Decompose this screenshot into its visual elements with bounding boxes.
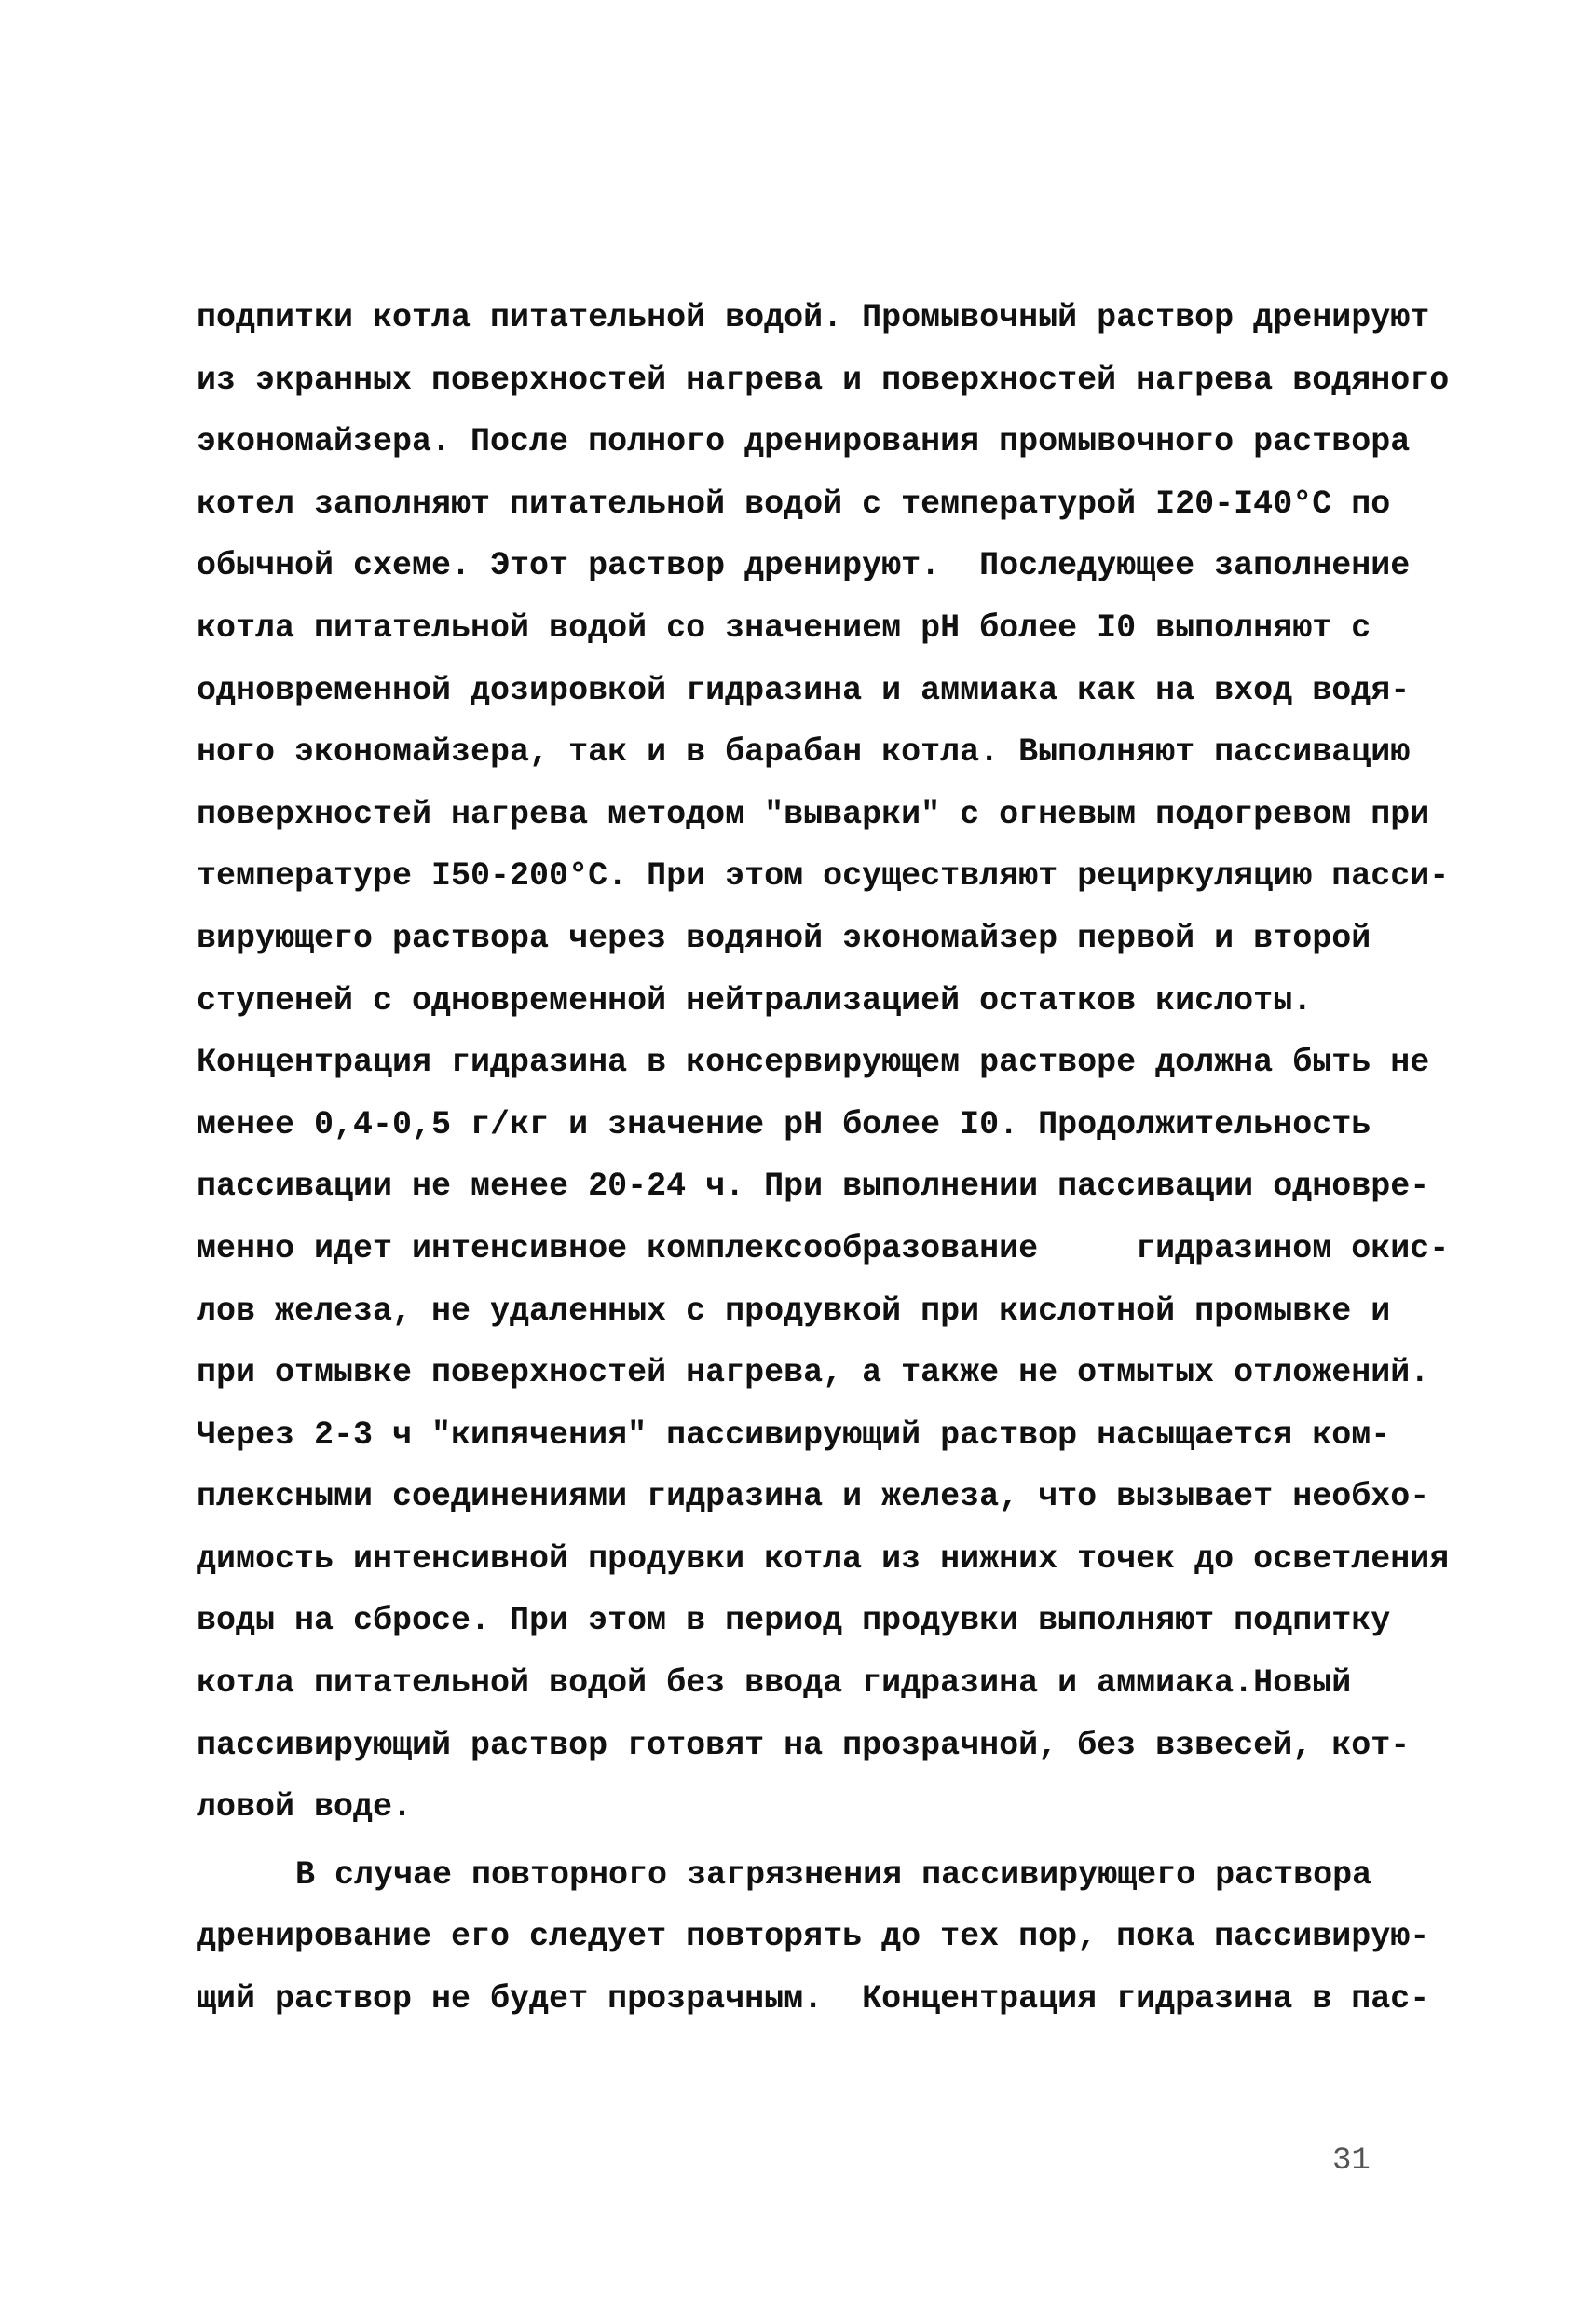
page-number: 31	[1332, 2143, 1371, 2179]
document-body	[197, 287, 1449, 2031]
text-line: лов железа, не удаленных с продувкой при кислотной промывке и	[197, 1292, 1391, 1330]
text-line: ного экономайзера, так и в барабан котла. Выполняют пассивацию	[197, 733, 1411, 772]
text-line: менно идет интенсивное комплексообразование гидразином окис-	[197, 1229, 1450, 1267]
text-line: ловой воде.	[197, 1788, 413, 1826]
text-line: одновременной дозировкой гидразина и аммиака как на вход водя-	[197, 671, 1411, 709]
text-line: ступеней с одновременной нейтрализацией остатков кислоты.	[197, 981, 1313, 1019]
text-line: В случае повторного загрязнения пассивирующего раствора	[295, 1855, 1372, 1894]
text-line: котел заполняют питательной водой с температурой I20-I40°С по	[197, 485, 1391, 523]
text-line: димость интенсивной продувки котла из нижних точек до осветления	[197, 1539, 1450, 1578]
text-line: при отмывке поверхностей нагрева, а также не отмытых отложений.	[197, 1354, 1430, 1392]
text-line: температуре I50-200°С. При этом осуществляют рециркуляцию пасси-	[197, 857, 1450, 896]
text-line: менее 0,4-0,5 г/кг и значение pH более I0. Продолжительность	[197, 1105, 1371, 1143]
text-line: пассивирующий раствор готовят на прозрачной, без взвесей, кот-	[197, 1726, 1411, 1764]
text-line: пассивации не менее 20-24 ч. При выполнении пассивации одновре-	[197, 1168, 1430, 1206]
text-line: из экранных поверхностей нагрева и поверхностей нагрева водяного	[197, 361, 1450, 399]
text-line: воды на сбросе. При этом в период продувки выполняют подпитку	[197, 1602, 1391, 1640]
paragraph-1	[197, 287, 1449, 1839]
text-line: котла питательной водой со значением pH более I0 выполняют с	[197, 609, 1371, 647]
text-line: подпитки котла питательной водой. Промывочный раствор дренируют	[197, 299, 1430, 336]
text-line: котла питательной водой без ввода гидразина и аммиака.Новый	[197, 1664, 1352, 1703]
text-line: поверхностей нагрева методом "выварки" с огневым подогревом при	[197, 795, 1430, 833]
text-line: Через 2-3 ч "кипячения" пассивирующий раствор насыщается ком-	[197, 1416, 1391, 1454]
text-line: обычной схеме. Этот раствор дренируют. Последующее заполнение	[197, 547, 1411, 585]
text-line: щий раствор не будет прозрачным. Концентрация гидразина в пас-	[197, 1980, 1430, 2018]
text-line: вирующего раствора через водяной экономайзер первой и второй	[197, 919, 1371, 957]
text-line: экономайзера. После полного дренирования промывочного раствора	[197, 423, 1411, 461]
text-line: плексными соединениями гидразина и железа, что вызывает необхо-	[197, 1478, 1430, 1516]
text-line: Концентрация гидразина в консервирующем растворе должна быть не	[197, 1044, 1430, 1082]
text-line: дренирование его следует повторять до тех пор, пока пассивирую-	[197, 1918, 1430, 1956]
paragraph-2	[197, 1844, 1449, 2031]
